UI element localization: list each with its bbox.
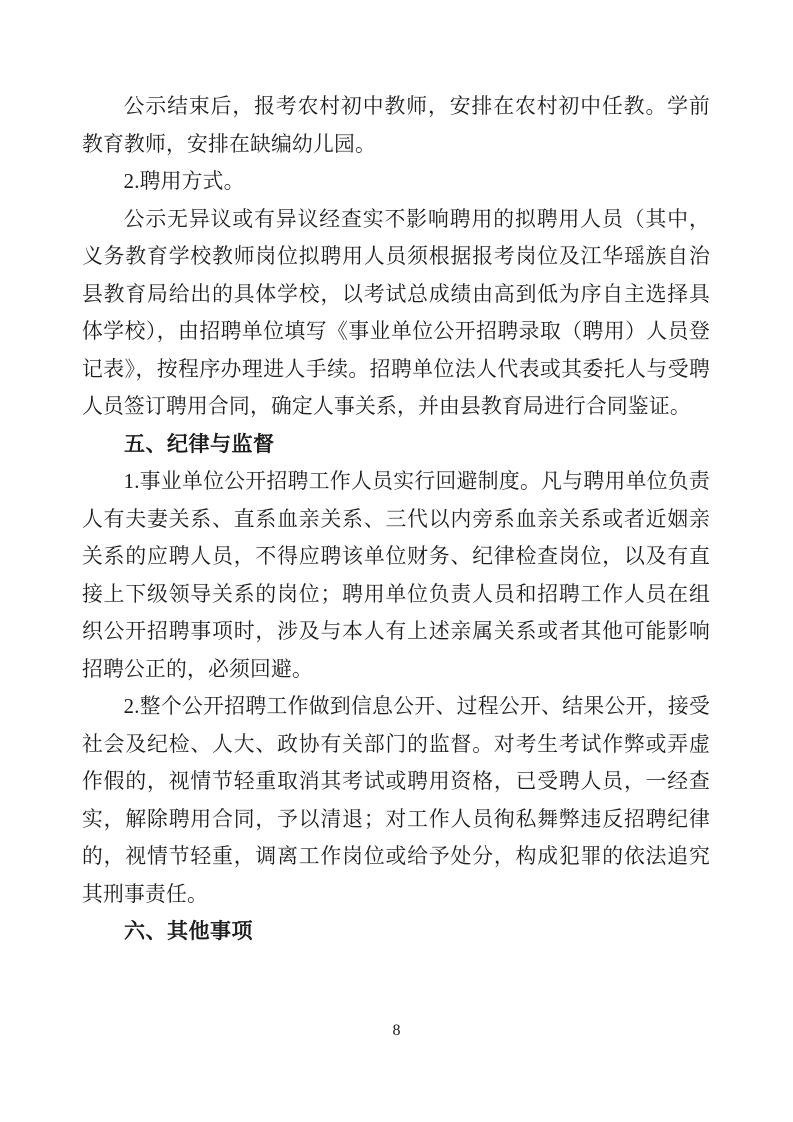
- section-heading-other-matters: 六、其他事项: [124, 920, 253, 943]
- paragraph-openness-supervision: 2.整个公开招聘工作做到信息公开、过程公开、结果公开，接受社会及纪检、人大、政协有关部门的监督。对考生考试作弊或弄虚作假的，视情节轻重取消其考试或聘用资格，已受聘人员，一经查实，解除聘用合同，予以清退；对工作人员徇私舞弊违反招聘纪律的，视情节轻重，调离工作岗位或给予处分，构成犯罪的依法追究其刑事责任。: [82, 695, 710, 906]
- document-content: [82, 88, 710, 951]
- paragraph-hiring-method-label: 2.聘用方式。: [123, 170, 245, 193]
- paragraph-avoidance-rules: 1.事业单位公开招聘工作人员实行回避制度。凡与聘用单位负责人有夫妻关系、直系血亲关系、三代以内旁系血亲关系或者近姻亲关系的应聘人员，不得应聘该单位财务、纪律检查岗位，以及有直接上下级领导关系的岗位；聘用单位负责人员和招聘工作人员在组织公开招聘事项时，涉及与本人有上述亲属关系或者其他可能影响招聘公正的，必须回避。: [82, 470, 710, 681]
- paragraph-hiring-procedure: 公示无异议或有异议经查实不影响聘用的拟聘用人员（其中，义务教育学校教师岗位拟聘用人员须根据报考岗位及江华瑶族自治县教育局给出的具体学校，以考试总成绩由高到低为序自主选择具体学校），由招聘单位填写《事业单位公开招聘录取（聘用）人员登记表》，按程序办理进人手续。招聘单位法人代表或其委托人与受聘人员签订聘用合同，确定人事关系，并由县教育局进行合同鉴证。: [82, 207, 710, 418]
- section-heading-discipline-supervision: 五、纪律与监督: [124, 432, 275, 456]
- paragraph-public-notice-result: 公示结束后，报考农村初中教师，安排在农村初中任教。学前教育教师，安排在缺编幼儿园。: [82, 95, 710, 156]
- page-number: 8: [392, 1022, 401, 1039]
